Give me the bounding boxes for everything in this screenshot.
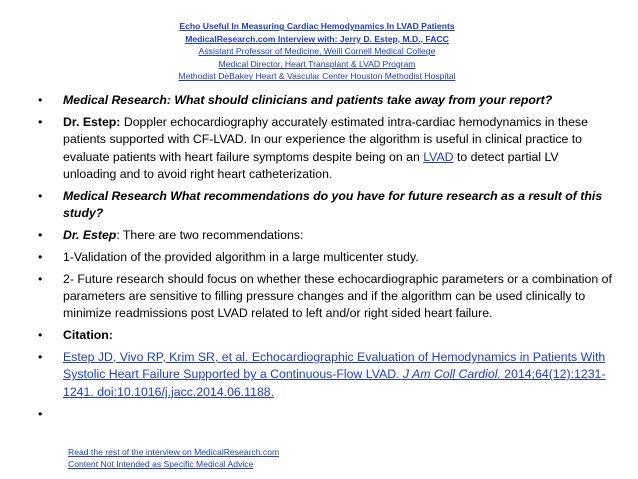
article-header	[150, 20, 484, 83]
question-2-text: Medical Research What recommendations do you have for future research as a result of this study?	[63, 188, 603, 221]
recommendation-2	[38, 271, 613, 323]
citation-label: Citation:	[63, 328, 113, 343]
bullet-icon: •	[38, 406, 43, 421]
bullet-icon: •	[38, 114, 43, 129]
answer-2	[38, 227, 613, 244]
recommendation-1	[38, 249, 613, 266]
citation-entry	[38, 349, 613, 401]
bullet-icon: •	[38, 350, 43, 365]
question-1-text: Medical Research: What should clinicians and patients take away from your report?	[63, 93, 553, 107]
citation-link[interactable]	[63, 350, 605, 399]
citation-heading	[38, 327, 613, 344]
answer-2-speaker: Dr. Estep	[63, 228, 117, 243]
answer-1-text-before: Doppler echocardiography accurately estimated intra-cardiac hemodynamics in these patients supported with CF-LVAD. In our experience the algorithm is useful in clinical practice to evaluate patients with heart failure symptoms despite being on an	[63, 114, 588, 164]
bullet-icon: •	[38, 249, 43, 264]
citation-ref: 2014;64(12):1231-1241. doi:10.1016/j.jacc.2014.06.1188.	[63, 367, 606, 399]
recommendation-1-text: 1-Validation of the provided algorithm in a large multicenter study.	[63, 249, 419, 264]
affiliation-link-2[interactable]: Medical Director, Heart Transplant & LVAD Program	[218, 58, 416, 69]
citation-journal: J Am Coll Cardiol.	[402, 367, 501, 382]
recommendation-2-text: 2- Future research should focus on whether these echocardiographic parameters or a combination of parameters are sensitive to filling pressure changes and if the algorithm can be used clinically to minimize readmissions post LVAD related to left and/or right sided heart failure.	[63, 271, 612, 321]
read-more-link[interactable]: Read the rest of the interview on MedicalResearch.com	[68, 447, 280, 457]
footer	[68, 446, 279, 471]
answer-2-text: : There are two recommendations:	[116, 228, 304, 243]
bullet-icon: •	[38, 228, 43, 243]
lvad-link[interactable]: LVAD	[423, 149, 454, 164]
answer-1-speaker: Dr. Estep:	[63, 114, 121, 129]
answer-1-text-after: to detect partial LV unloading and to avoid right heart catheterization.	[63, 149, 559, 182]
interview-link[interactable]: MedicalResearch.com Interview with: Jerry D. Estep, M.D., FACC	[185, 33, 449, 44]
affiliation-link-1[interactable]: Assistant Professor of Medicine, Weill Cornell Medical College	[198, 46, 436, 57]
empty-bullet	[38, 406, 613, 423]
article-title-link[interactable]: Echo Useful In Measuring Cardiac Hemodynamics In LVAD Patients	[179, 21, 455, 31]
answer-1	[38, 114, 613, 184]
question-1	[38, 92, 613, 109]
affiliation-link-3[interactable]: Methodist DeBakey Heart & Vascular Center Houston Methodist Hospital	[178, 71, 456, 82]
bullet-icon: •	[38, 188, 43, 203]
disclaimer-link[interactable]: Content Not Intended as Specific Medical Advice	[68, 459, 254, 470]
bullet-icon: •	[38, 328, 43, 343]
bullet-icon: •	[38, 271, 43, 286]
citation-authors-title: Estep JD, Vivo RP, Krim SR, et al. Echocardiographic Evaluation of Hemodynamics in Patients With Systolic Heart Failure Supported by a Continuous-Flow LVAD.	[63, 350, 606, 382]
question-2	[38, 188, 613, 223]
interview-bullet-list	[38, 92, 613, 427]
bullet-icon: •	[38, 93, 43, 107]
